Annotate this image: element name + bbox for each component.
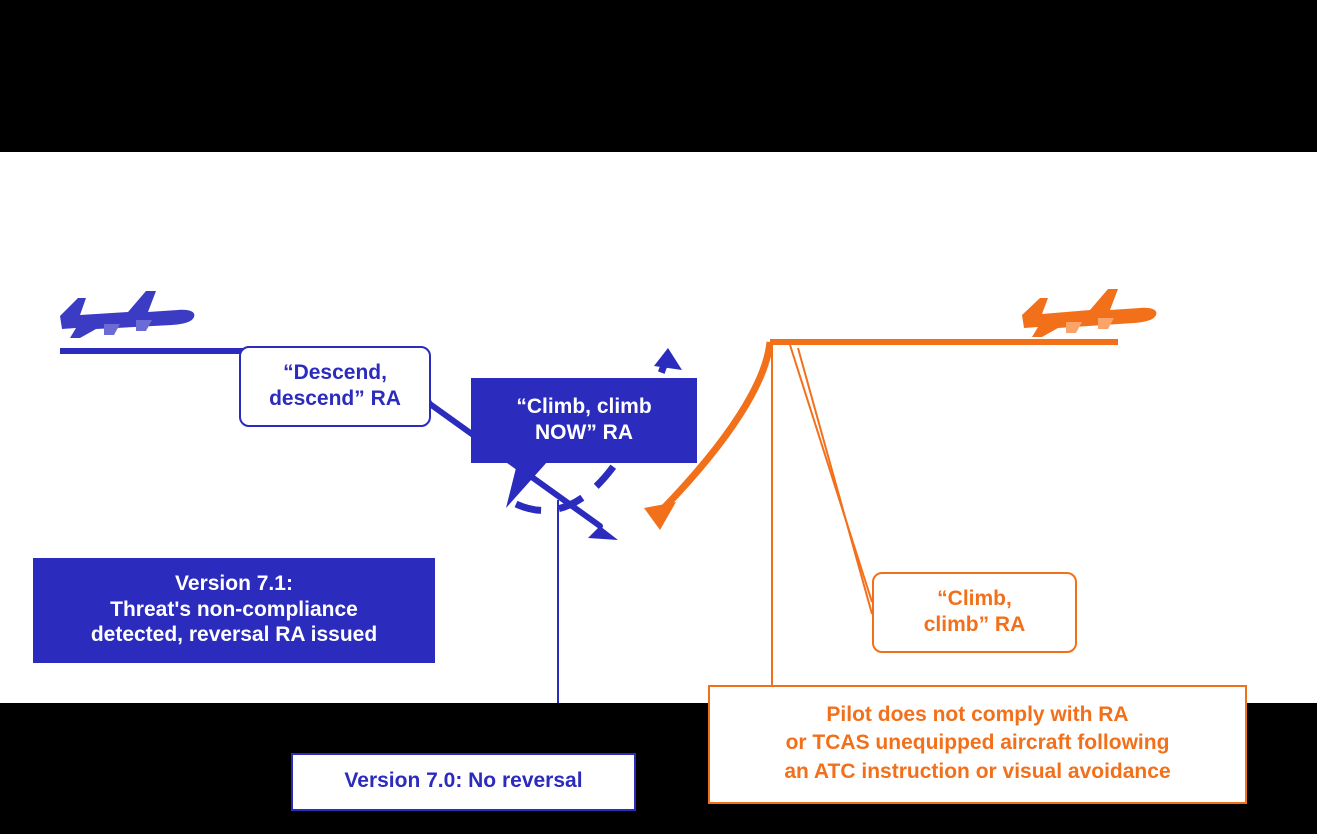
diagram-canvas xyxy=(0,152,1317,792)
callout-descend-ra: “Descend, descend” RA xyxy=(239,346,431,427)
box-version-70: Version 7.0: No reversal xyxy=(291,753,636,811)
blue-reversal-arrowhead xyxy=(654,348,682,370)
callout-climb-now-ra: “Climb, climb NOW” RA xyxy=(471,378,697,463)
orange-arrowhead xyxy=(644,502,676,530)
box-pilot-noncompliance: Pilot does not comply with RA or TCAS unequipped aircraft following an ATC instruction or visual avoidance xyxy=(708,685,1247,804)
climb-callout-leader-2 xyxy=(798,348,872,614)
callout-climb-ra: “Climb, climb” RA xyxy=(872,572,1077,653)
climb-callout-leader-1 xyxy=(790,345,872,602)
orange-aircraft-silhouette xyxy=(1022,289,1156,337)
box-version-71: Version 7.1: Threat's non-compliance detected, reversal RA issued xyxy=(33,558,435,663)
blue-aircraft-silhouette xyxy=(60,291,194,338)
blue-descent-arrowhead xyxy=(588,526,618,540)
